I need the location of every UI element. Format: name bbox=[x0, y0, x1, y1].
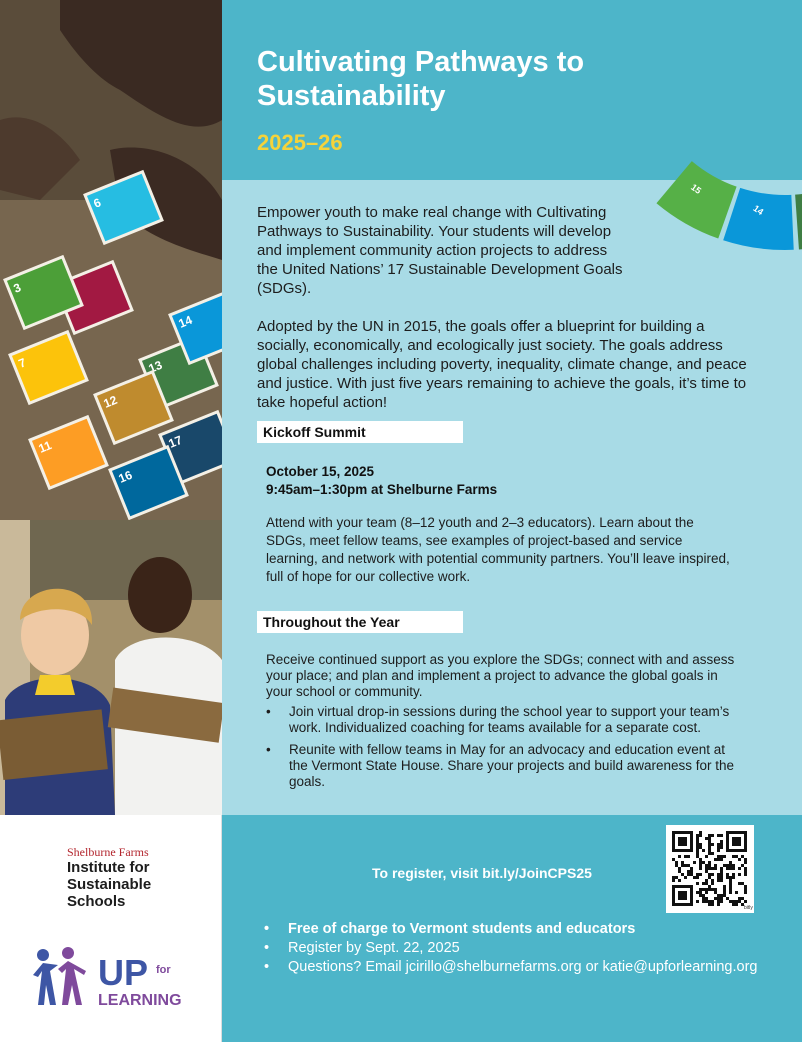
students-illustration bbox=[0, 520, 222, 815]
register-link[interactable]: To register, visit bit.ly/JoinCPS25 bbox=[372, 865, 592, 881]
un-goals-paragraph: Adopted by the UN in 2015, the goals offer a blueprint for building a socially, economically, and ecologically just society. The goals address global challenges including poverty, inequality, climate change, and peace and justice. With just five years remaining to achieve the goals, it’s time to take hopeful action! bbox=[257, 318, 747, 411]
svg-text:3: 3 bbox=[11, 280, 23, 296]
up-learning-text: LEARNING bbox=[98, 992, 182, 1009]
list-item: • Reunite with fellow teams in May for an advocacy and education event at the Vermont State House. Share your projects and build awareness for the goals. bbox=[266, 742, 736, 790]
svg-text:6: 6 bbox=[91, 195, 103, 211]
up-for-text: for bbox=[156, 964, 171, 976]
throughout-year-heading: Throughout the Year bbox=[257, 611, 463, 633]
kickoff-date-block bbox=[266, 463, 497, 499]
figure-head-icon bbox=[37, 949, 49, 961]
sdg-tile-number: 15 bbox=[689, 181, 704, 196]
kickoff-time-place: 9:45am–1:30pm at Shelburne Farms bbox=[266, 482, 498, 497]
throughout-bullet-list bbox=[266, 704, 736, 796]
kickoff-date: October 15, 2025 bbox=[266, 464, 375, 479]
page-title: Cultivating Pathways to Sustainability bbox=[257, 46, 585, 112]
registration-panel bbox=[222, 815, 802, 1042]
list-item: • Questions? Email jcirillo@shelburnefarms.org or katie@upforlearning.org bbox=[262, 958, 762, 977]
students-photo bbox=[0, 520, 222, 815]
program-year: 2025–26 bbox=[257, 130, 343, 155]
figure-head-icon-2 bbox=[62, 947, 74, 959]
partner-logos bbox=[0, 815, 222, 1042]
sdg-wheel-graphic bbox=[595, 0, 802, 310]
svg-text:16: 16 bbox=[116, 467, 135, 486]
up-for-learning-logo bbox=[28, 945, 208, 1015]
svg-text:17: 17 bbox=[166, 432, 185, 451]
qr-tag-text: bitly bbox=[744, 905, 753, 911]
list-item: • Register by Sept. 22, 2025 bbox=[262, 939, 762, 958]
shelburne-farms-label: Shelburne Farms bbox=[67, 845, 149, 859]
svg-text:7: 7 bbox=[16, 355, 28, 371]
svg-text:11: 11 bbox=[36, 438, 54, 456]
intro-paragraph: Empower youth to make real change with Cultivating Pathways to Sustainability. Your students will develop and implement community action projects to address the United Nations’ 17 Sustainable Development Goals (SDGs). bbox=[257, 204, 623, 297]
throughout-description: Receive continued support as you explore the SDGs; connect with and assess your place; and plan and implement a project to advance the global goals in your school or community. bbox=[266, 652, 735, 699]
qr-code[interactable] bbox=[666, 825, 754, 913]
list-item: • Free of charge to Vermont students and educators bbox=[262, 920, 762, 939]
up-big-text: UP bbox=[98, 952, 149, 993]
qr-code-icon bbox=[666, 825, 754, 913]
svg-text:12: 12 bbox=[101, 392, 120, 411]
institute-logo-text: Institute for Sustainable Schools bbox=[67, 859, 152, 910]
svg-text:14: 14 bbox=[176, 312, 195, 331]
kickoff-description: Attend with your team (8–12 youth and 2–3 educators). Learn about the SDGs, meet fellow teams, see examples of project-based and service learning, and network with potential community partners. You’ll leave inspired, full of hope for our collective work. bbox=[266, 515, 730, 584]
svg-text:13: 13 bbox=[146, 357, 165, 376]
sdg-cards-illustration bbox=[0, 0, 222, 520]
sdg-tile-number: 14 bbox=[751, 203, 766, 218]
sdg-cards-photo bbox=[0, 0, 222, 520]
registration-details bbox=[262, 920, 762, 977]
photo-column bbox=[0, 0, 222, 815]
kickoff-summit-heading: Kickoff Summit bbox=[257, 421, 463, 443]
list-item: • Join virtual drop-in sessions during the school year to support your team’s work. Individualized coaching for teams available for a separate cost. bbox=[266, 704, 736, 736]
